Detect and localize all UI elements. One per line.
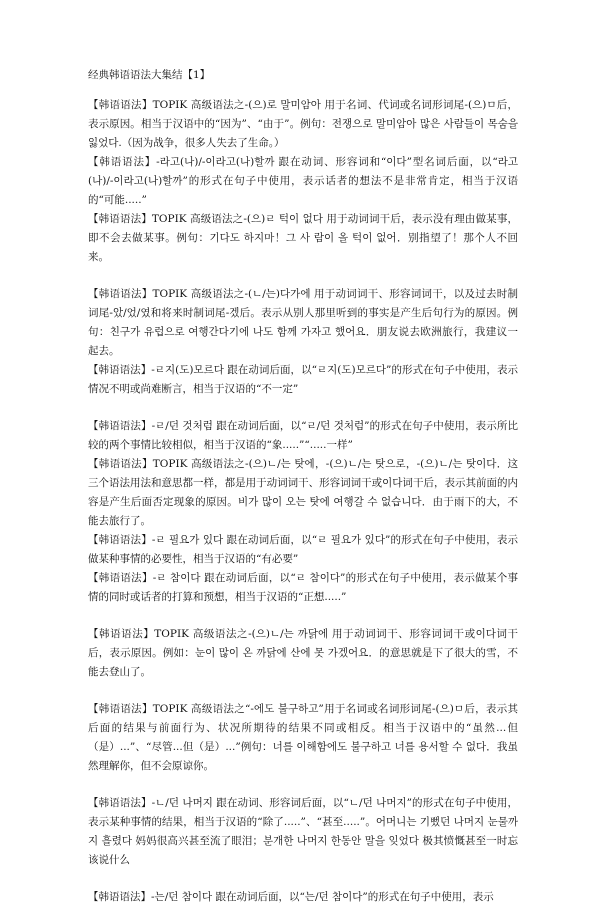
paragraph-gap (88, 682, 518, 700)
paragraph-gap (88, 267, 518, 285)
grammar-entry-tase: 【韩语语法】TOPIK 高级语法之-(으)ㄴ/는 탓에，-(으)ㄴ/는 탓으로，-(으)ㄴ/는 탓이다．这三个语法用法和意思都一样，都是用于动词词干、形容词词干或이다词干后，表示其前面的内容是产生后面否定现象的原因。비가 많이 오는 탓에 여행갈 수 없습니다．由于雨下的大，不能去旅行了。 (88, 458, 518, 527)
grammar-entry-nameoji: 【韩语语法】-ㄴ/던 나머지 跟在动词、形容词后面，以“ㄴ/던 나머지”的形式在句子中使用，表示某种事情的结果，相当于汉语的“除了.....”、“甚至.....”。어머니는 기뻤던 나머지 눈물까지 흘렸다 妈妈很高兴甚至流了眼泪；분개한 나머지 한동안 말을 잊었다 极其愤慨甚至一时忘该说什么 (88, 797, 518, 866)
grammar-entry-chamida: 【韩语语法】-ㄹ 참이다 跟在动词后面，以“ㄹ 참이다”的形式在句子中使用，表示做某个事情的同时或话者的打算和预想，相当于汉语的“正想.....” (88, 572, 518, 603)
grammar-entry-geotcheoreom: 【韩语语法】-ㄹ/던 것처럼 跟在动词后面，以“ㄹ/던 것처럼”的形式在句子中使用，表示所比较的两个事情比较相似，相当于汉语的“象.....”“.....一样” (88, 420, 518, 451)
document-title: 经典韩语语法大集结【1】 (88, 69, 211, 81)
paragraph-gap (88, 607, 518, 625)
grammar-entry-rago-halkka: 【韩语语法】-라고(나)/-이라고(나)할까 跟在动词、形容词和“이다”型名词后面，以“라고(나)/-이라고(나)할까”的形式在句子中使用，表示话者的想法不是非常肯定，相当于汉语的“可能.....” (88, 156, 518, 206)
paragraph-gap (88, 399, 518, 417)
paragraph-gap (88, 776, 518, 794)
document-page (88, 66, 518, 907)
grammar-entry-neun-chamida: 【韩语语法】-는/던 참이다 跟在动词后面，以“는/던 참이다”的形式在句子中使用，表示 (88, 891, 494, 903)
grammar-entry-euro-malmiama: 【韩语语法】TOPIK 高级语法之-(으)로 말미암아 用于名词、代词或名词形词尾-(으)ㅁ后，表示原因。相当于汉语中的“因为”、“由于”。例句：전쟁으로 말미암아 많은 사람들이 목숨을 잃었다.（因为战争，很多人失去了生命。） (88, 99, 518, 149)
grammar-entry-teogi-eopda: 【韩语语法】TOPIK 高级语法之-(으)ㄹ 턱이 없다 用于动词词干后，表示没有理由做某事，即不会去做某事。例句：기다도 하지마！그 사 람이 올 턱이 없어．别指望了！那个人不回来。 (88, 213, 518, 263)
grammar-entry-piryoga-itda: 【韩语语法】-ㄹ 필요가 있다 跟在动词后面，以“ㄹ 필요가 있다”的形式在句子中使用，表示做某种事情的必要性，相当于汉语的“有必要” (88, 534, 518, 565)
grammar-entry-edo-bulguhago: 【韩语语法】TOPIK 高级语法之“-에도 불구하고”用于名词或名词形词尾-(으)ㅁ后，表示其后面的结果与前面行为、状况所期待的结果不同或相反。相当于汉语中的“虽然...但（是）...”、“尽管...但（是）...”例句：너를 이해함에도 불구하고 너를 용서할 수 없다．我虽然理解你，但不会原谅你。 (88, 703, 518, 772)
grammar-entry-kkadalge: 【韩语语法】TOPIK 高级语法之-(으)ㄴ/는 까닭에 用于动词词干、形容词词干或이다词干后，表示原因。例如：눈이 많이 온 까닭에 산에 못 가겠어요．的意思就是下了很大的雪，不能去登山了。 (88, 628, 518, 678)
grammar-entry-dagie: 【韩语语法】TOPIK 高级语法之-(ㄴ/는)다가에 用于动词词干、形容词词干，以及过去时制词尾-았/었/였和将来时制词尾-겠后。表示从别人那里听到的事实是产生后句行为的原因。例句：친구가 유럽으로 여행간다기에 나도 함께 가자고 했어요．朋友说去欧洲旅行，我建议一起去。 (88, 288, 518, 357)
paragraph-gap (88, 870, 518, 888)
grammar-entry-ljido-moreuda: 【韩语语法】-ㄹ지(도)모르다 跟在动词后面，以“ㄹ지(도)모르다”的形式在句子中使用，表示情况不明或尚难断言，相当于汉语的“不一定” (88, 364, 518, 395)
